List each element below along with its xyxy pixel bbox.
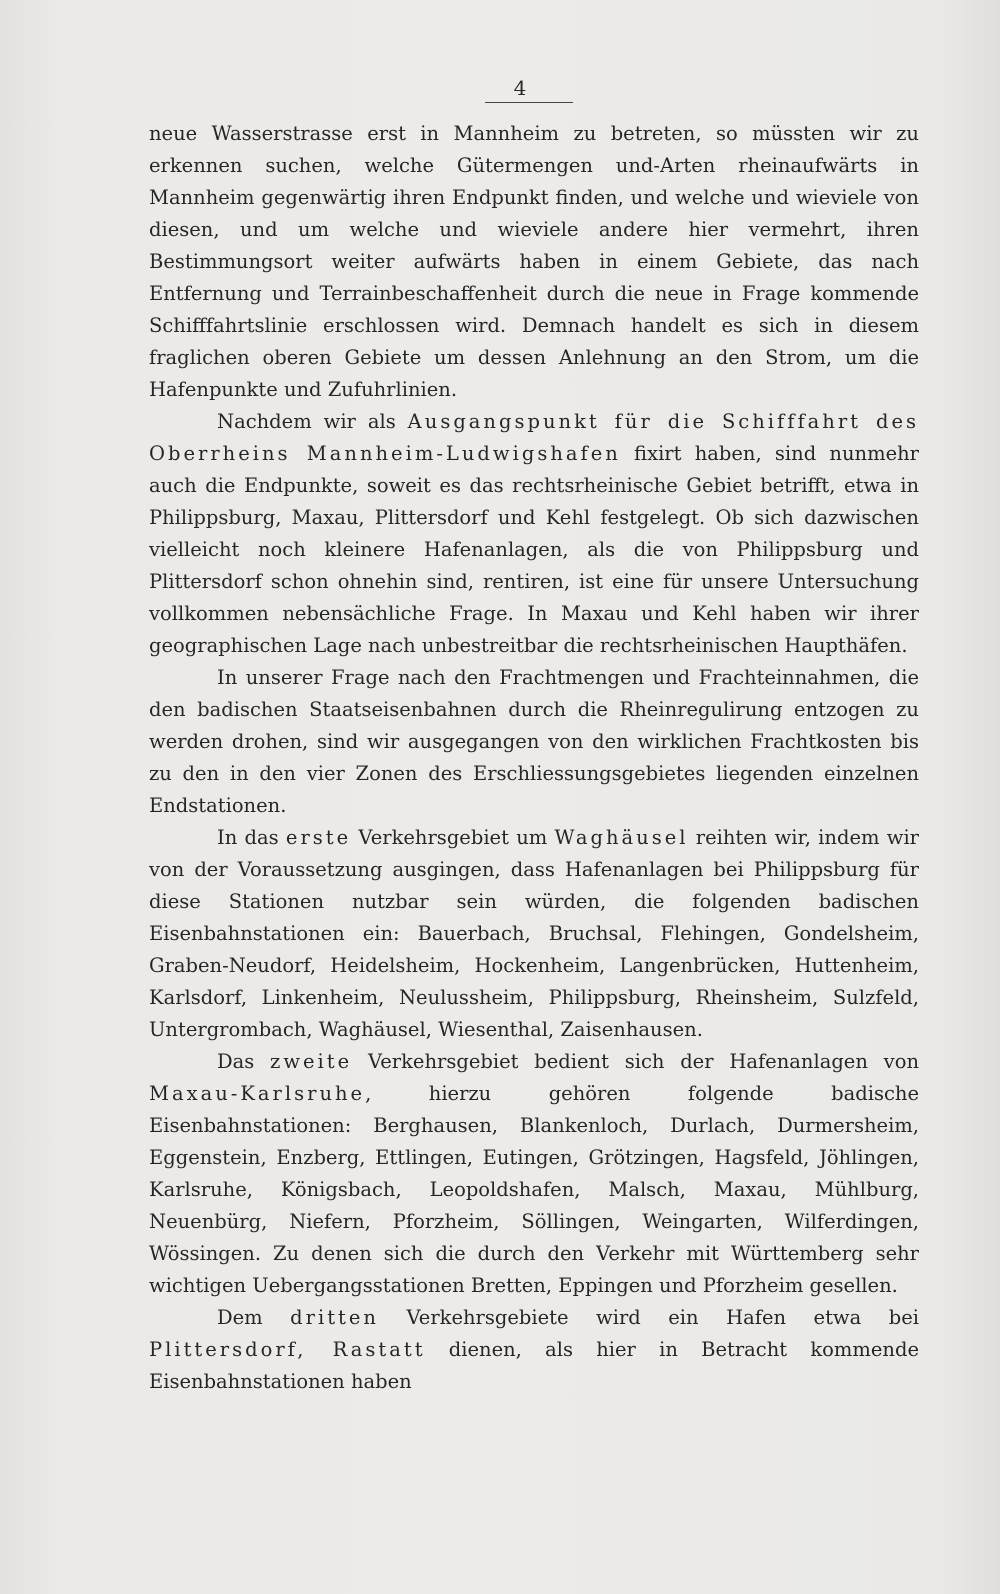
spaced-text-segment: zweite <box>270 1050 353 1073</box>
paragraph-3 <box>149 662 919 822</box>
paragraph-5 <box>149 1046 919 1302</box>
page-number: 4 <box>513 76 527 100</box>
text-segment: dienen, als hier in Betracht kommende Eisenbahnstationen haben <box>149 1338 919 1393</box>
text-segment: neue Wasserstrasse erst in Mannheim zu betreten, so müssten wir zu erkennen suchen, welche Gütermengen und-Arten rheinaufwärts in Mannheim gegenwärtig ihren Endpunkt finden, und welche und wieviele von diesen, und um welche und wieviele andere hier vermehrt, ihren Bestimmungsort weiter aufwärts haben in einem Gebiete, das nach Entfernung und Terrainbeschaffenheit durch die neue in Frage kommende Schifffahrtslinie erschlossen wird. Demnach handelt es sich in diesem fraglichen oberen Gebiete um dessen Anlehnung an den Strom, um die Hafenpunkte und Zufuhrlinien. <box>149 122 919 401</box>
paragraph-2 <box>149 406 919 662</box>
spaced-text-segment: Waghäusel <box>554 826 689 849</box>
spaced-text-segment: Plittersdorf, Rastatt <box>149 1338 426 1361</box>
spaced-text-segment: dritten <box>290 1306 379 1329</box>
paragraph-4 <box>149 822 919 1046</box>
spaced-text-segment: Maxau-Karlsruhe <box>149 1082 366 1105</box>
body-text <box>149 118 919 1398</box>
page-number-rule <box>485 102 573 103</box>
text-segment: Verkehrsgebiet um <box>351 826 555 849</box>
text-segment: , hierzu gehören folgende badische Eisenbahnstationen: Berghausen, Blankenloch, Durlach, Durmersheim, Eggenstein, Enzberg, Ettlingen, Eutingen, Grötzingen, Hagsfeld, Jöhlingen, Karlsruhe, Königsbach, Leopoldshafen, Malsch, Maxau, Mühlburg, Neuenbürg, Niefern, Pforzheim, Söllingen, Weingarten, Wilferdingen, Wössingen. Zu denen sich die durch den Verkehr mit Württemberg sehr wichtigen Uebergangsstationen Bretten, Eppingen und Pforzheim gesellen. <box>149 1082 919 1297</box>
paragraph-1 <box>149 118 919 406</box>
text-segment: In das <box>217 826 286 849</box>
spaced-text-segment: Ausgangspunkt für die Schifffahrt des Oberrheins Mannheim-Ludwigshafen <box>149 410 919 465</box>
text-segment: Das <box>217 1050 271 1073</box>
text-segment: Dem <box>217 1306 291 1329</box>
text-segment: In unserer Frage nach den Frachtmengen und Frachteinnahmen, die den badischen Staatseisenbahnen durch die Rheinregulirung entzogen zu werden drohen, sind wir ausgegangen von den wirklichen Frachtkosten bis zu den in den vier Zonen des Erschliessungsgebietes liegenden einzelnen Endstationen. <box>149 666 919 817</box>
spaced-text-segment: erste <box>285 826 352 849</box>
paragraph-6 <box>149 1302 919 1398</box>
text-segment: Verkehrsgebiet bedient sich der Hafenanlagen von <box>352 1050 919 1073</box>
text-segment: fixirt haben, sind nunmehr auch die Endpunkte, soweit es das rechtsrheinische Gebiet betrifft, etwa in Philippsburg, Maxau, Plittersdorf und Kehl festgelegt. Ob sich dazwischen vielleicht noch kleinere Hafenanlagen, als die von Philippsburg und Plittersdorf schon ohnehin sind, rentiren, ist eine für unsere Untersuchung vollkommen nebensächliche Frage. In Maxau und Kehl haben wir ihrer geographischen Lage nach unbestreitbar die rechtsrheinischen Haupthäfen. <box>149 442 919 657</box>
text-segment: Nachdem wir als <box>217 410 408 433</box>
text-segment: Verkehrsgebiete wird ein Hafen etwa bei <box>378 1306 919 1329</box>
text-segment: reihten wir, indem wir von der Voraussetzung ausgingen, dass Hafenanlagen bei Philippsburg für diese Stationen nutzbar sein würden, die folgenden badischen Eisenbahnstationen ein: Bauerbach, Bruchsal, Flehingen, Gondelsheim, Graben-Neudorf, Heidelsheim, Hockenheim, Langenbrücken, Huttenheim, Karlsdorf, Linkenheim, Neulussheim, Philippsburg, Rheinsheim, Sulzfeld, Untergrombach, Waghäusel, Wiesenthal, Zaisenhausen. <box>149 826 919 1041</box>
